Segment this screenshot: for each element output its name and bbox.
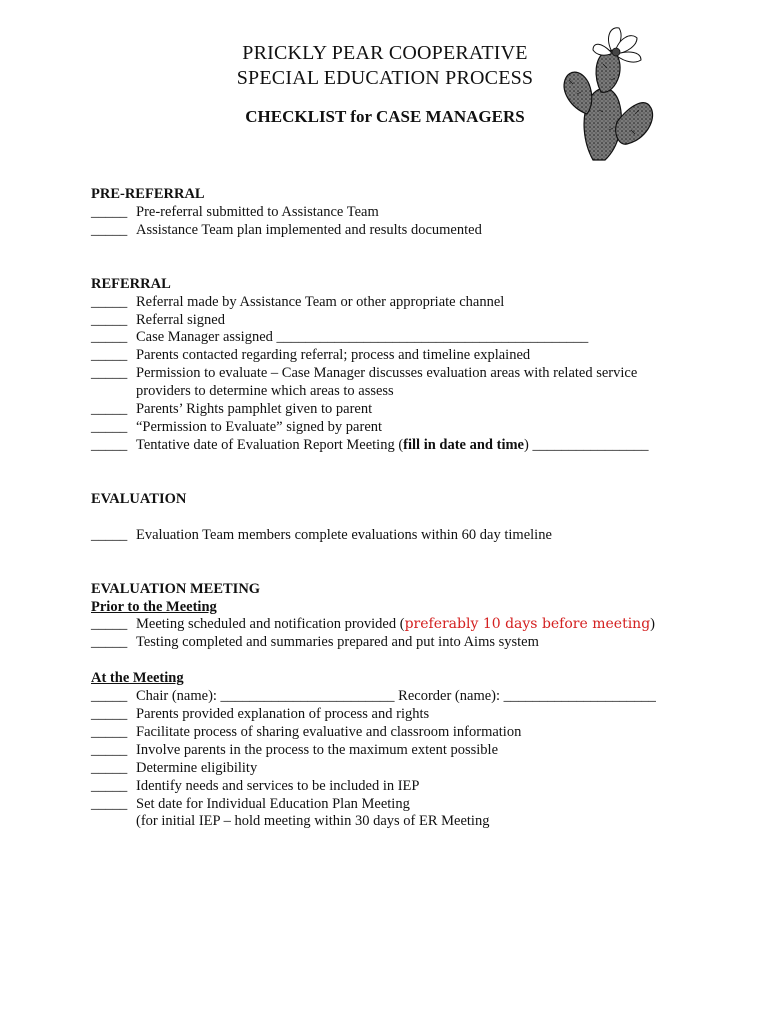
checkbox-blank[interactable]: _____	[91, 347, 128, 364]
checklist-item-label: Evaluation Team members complete evaluations within 60 day timeline	[136, 526, 552, 543]
checklist-item	[91, 312, 731, 330]
checklist-item	[91, 796, 731, 814]
section-heading-referral: REFERRAL	[91, 275, 171, 292]
checklist-item-label: Determine eligibility	[136, 759, 258, 776]
checklist-item-label: Facilitate process of sharing evaluative and classroom information	[136, 723, 522, 740]
section-heading-pre-referral: PRE-REFERRAL	[91, 186, 205, 202]
checklist-item	[91, 222, 731, 240]
subheading-prior-to-meeting: Prior to the Meeting	[91, 598, 217, 615]
checkbox-blank[interactable]: _____	[91, 418, 128, 435]
document-title-line1: PRICKLY PEAR COOPERATIVE	[242, 42, 528, 64]
checklist-item	[91, 437, 731, 455]
checklist-item	[91, 365, 731, 383]
checkbox-blank[interactable]: _____	[91, 203, 128, 220]
checklist-item-label: “Permission to Evaluate” signed by parent	[136, 418, 383, 435]
checklist-item-label	[136, 616, 731, 634]
checkbox-blank[interactable]: _____	[91, 777, 128, 794]
tentative-date-prefix: Tentative date of Evaluation Report Meeting (	[136, 436, 404, 453]
checkbox-blank[interactable]: _____	[91, 221, 128, 238]
checkbox-blank[interactable]: _____	[91, 293, 128, 310]
tentative-date-instruction: fill in date and time	[403, 436, 524, 453]
checklist-item	[91, 329, 731, 347]
checklist-item-label: Parents contacted regarding referral; process and timeline explained	[136, 347, 531, 364]
checkbox-blank[interactable]: _____	[91, 723, 128, 740]
checklist-item	[91, 204, 731, 222]
checklist-item	[91, 778, 731, 796]
scheduled-note-red: preferably 10 days before meeting	[404, 616, 651, 633]
tentative-date-item	[136, 437, 731, 455]
checkbox-blank[interactable]: _____	[91, 759, 128, 776]
checkbox-blank[interactable]: _____	[91, 401, 128, 418]
checklist-item-label: Identify needs and services to be included in IEP	[136, 777, 420, 794]
case-manager-field[interactable]: Case Manager assigned ___________________________________________	[136, 329, 589, 346]
checkbox-blank[interactable]: _____	[91, 311, 128, 328]
checkbox-blank[interactable]: _____	[91, 616, 128, 633]
checkbox-blank[interactable]: _____	[91, 795, 128, 812]
checklist-item	[91, 401, 731, 419]
checklist-item-label: Referral signed	[136, 311, 225, 328]
checklist-item-label: Testing completed and summaries prepared and put into Aims system	[136, 634, 539, 651]
checklist-item-label: Set date for Individual Education Plan Meeting	[136, 795, 410, 812]
checklist-item	[91, 688, 731, 706]
checkbox-blank[interactable]: _____	[91, 634, 128, 651]
subheading-at-the-meeting: At the Meeting	[91, 670, 184, 687]
scheduled-suffix: )	[650, 616, 655, 633]
checklist-item-label: Pre-referral submitted to Assistance Team	[136, 203, 379, 220]
tentative-date-field[interactable]: ) ________________	[524, 436, 649, 453]
checklist-item-label: Involve parents in the process to the maximum extent possible	[136, 741, 499, 758]
checklist-item	[91, 616, 731, 634]
checkbox-blank[interactable]: _____	[91, 526, 128, 543]
checklist-item-note: (for initial IEP – hold meeting within 30 days of ER Meeting	[136, 813, 490, 830]
checklist-item-label: Permission to evaluate – Case Manager discusses evaluation areas with related service	[136, 365, 638, 382]
checklist-item-label: Parents provided explanation of process and rights	[136, 706, 430, 723]
checklist-item-label: Referral made by Assistance Team or other appropriate channel	[136, 293, 505, 310]
prickly-pear-cactus-icon	[553, 22, 665, 162]
checklist-item-continuation: providers to determine which areas to assess	[136, 383, 394, 400]
checkbox-blank[interactable]: _____	[91, 365, 128, 382]
checklist-item	[91, 706, 731, 724]
checkbox-blank[interactable]: _____	[91, 706, 128, 723]
checklist-item	[91, 742, 731, 760]
checklist-body	[91, 186, 731, 831]
section-heading-evaluation: EVALUATION	[91, 490, 187, 507]
checklist-item-label: Parents’ Rights pamphlet given to parent	[136, 401, 373, 418]
document-title-line2: SPECIAL EDUCATION PROCESS	[236, 67, 534, 89]
checklist-item	[91, 347, 731, 365]
section-heading-evaluation-meeting: EVALUATION MEETING	[91, 580, 261, 597]
checklist-item	[91, 419, 731, 437]
checkbox-blank[interactable]: _____	[91, 688, 128, 705]
checklist-item	[91, 634, 731, 652]
chair-recorder-fields[interactable]: Chair (name): ________________________ Recorder (name): _____________________	[136, 688, 656, 705]
checklist-item-label: Assistance Team plan implemented and results documented	[136, 221, 482, 238]
scheduled-prefix: Meeting scheduled and notification provided (	[136, 616, 405, 633]
checklist-item	[91, 294, 731, 312]
checkbox-blank[interactable]: _____	[91, 741, 128, 758]
checklist-item	[91, 760, 731, 778]
checklist-item	[91, 724, 731, 742]
document-subtitle: CHECKLIST for CASE MANAGERS	[245, 107, 525, 126]
checkbox-blank[interactable]: _____	[91, 436, 128, 453]
checklist-item	[91, 527, 731, 545]
checkbox-blank[interactable]: _____	[91, 329, 128, 346]
